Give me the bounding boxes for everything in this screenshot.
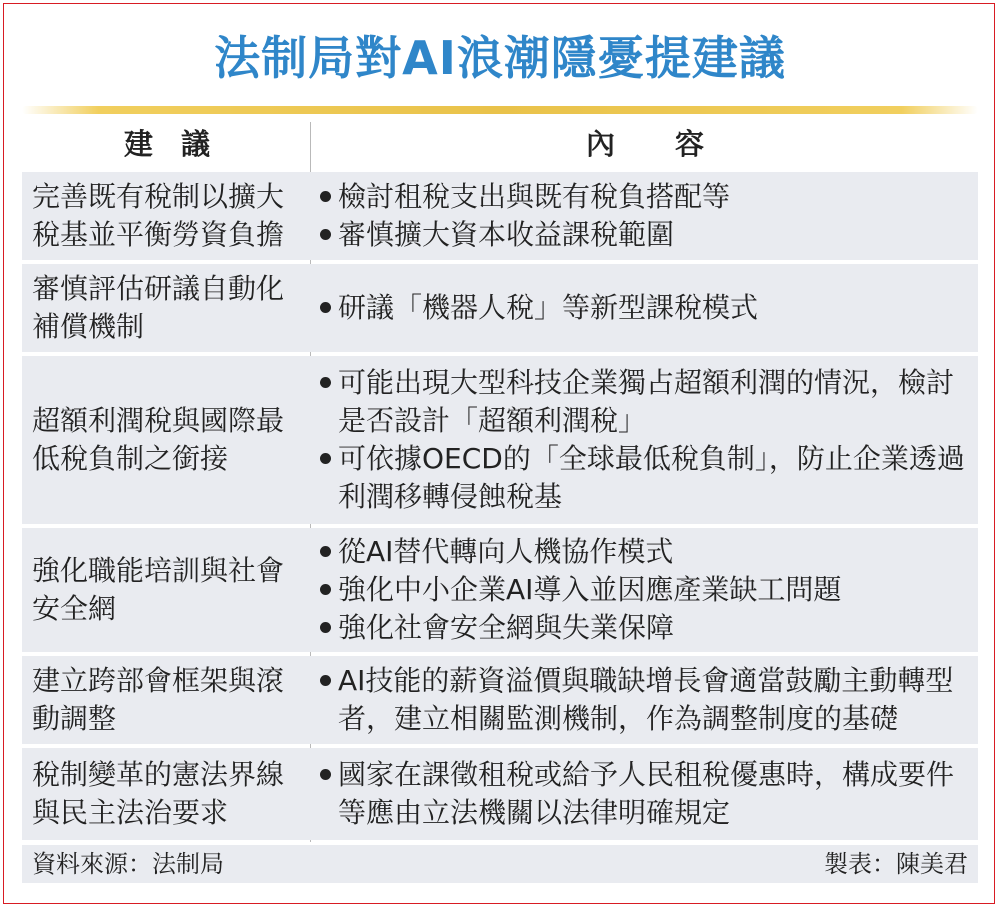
page-title: 法制局對AI浪潮隱憂提建議 <box>214 31 786 85</box>
bullet-icon <box>320 622 331 633</box>
table-row <box>22 172 978 260</box>
table-header <box>22 120 978 168</box>
list-item: 研議「機器人稅」等新型課稅模式 <box>320 289 972 327</box>
suggestion-cell: 建立跨部會框架與滾動調整 <box>32 664 285 735</box>
bullet-icon <box>320 229 331 240</box>
bullet-icon <box>320 546 331 557</box>
table-row <box>22 748 978 840</box>
table-footer <box>22 845 978 883</box>
maker-note: 製表：陳美君 <box>824 850 968 878</box>
list-item: 可依據OECD的「全球最低稅負制」，防止企業透過利潤移轉侵蝕稅基 <box>320 440 972 516</box>
bullet-icon <box>320 302 331 313</box>
suggestion-cell: 強化職能培訓與社會安全網 <box>32 554 285 625</box>
title-underline <box>22 106 978 114</box>
content-cell <box>320 656 972 744</box>
header-content: 內容 <box>585 127 764 161</box>
header-suggestion: 建議 <box>123 127 238 161</box>
suggestion-cell: 稅制變革的憲法界線與民主法治要求 <box>32 758 285 829</box>
list-item: 強化中小企業AI導入並因應產業缺工問題 <box>320 571 972 609</box>
content-cell <box>320 172 972 260</box>
content-cell <box>320 356 972 524</box>
list-item: 可能出現大型科技企業獨占超額利潤的情況，檢討是否設計「超額利潤稅」 <box>320 364 972 440</box>
list-item: 審慎擴大資本收益課稅範圍 <box>320 216 972 254</box>
list-item: 從AI替代轉向人機協作模式 <box>320 533 972 571</box>
suggestion-cell: 完善既有稅制以擴大稅基並平衡勞資負擔 <box>32 180 285 251</box>
content-cell <box>320 264 972 352</box>
bullet-icon <box>320 191 331 202</box>
source-note: 資料來源：法制局 <box>32 850 224 878</box>
bullet-icon <box>320 584 331 595</box>
list-item: 國家在課徵租稅或給予人民租稅優惠時，構成要件等應由立法機關以法律明確規定 <box>320 756 972 832</box>
bullet-icon <box>320 453 331 464</box>
bullet-icon <box>320 769 331 780</box>
bullet-icon <box>320 377 331 388</box>
bullet-icon <box>320 675 331 686</box>
list-item: 強化社會安全網與失業保障 <box>320 609 972 647</box>
content-cell <box>320 748 972 840</box>
list-item: 檢討租稅支出與既有稅負搭配等 <box>320 178 972 216</box>
content-cell <box>320 528 972 652</box>
suggestion-cell: 超額利潤稅與國際最低稅負制之銜接 <box>32 404 285 475</box>
table-row <box>22 528 978 652</box>
table-row <box>22 356 978 524</box>
table-row <box>22 656 978 744</box>
table-row <box>22 264 978 352</box>
suggestion-cell: 審慎評估研議自動化補償機制 <box>32 272 285 343</box>
list-item: AI技能的薪資溢價與職缺增長會適當鼓勵主動轉型者，建立相關監測機制，作為調整制度的基礎 <box>320 662 972 738</box>
